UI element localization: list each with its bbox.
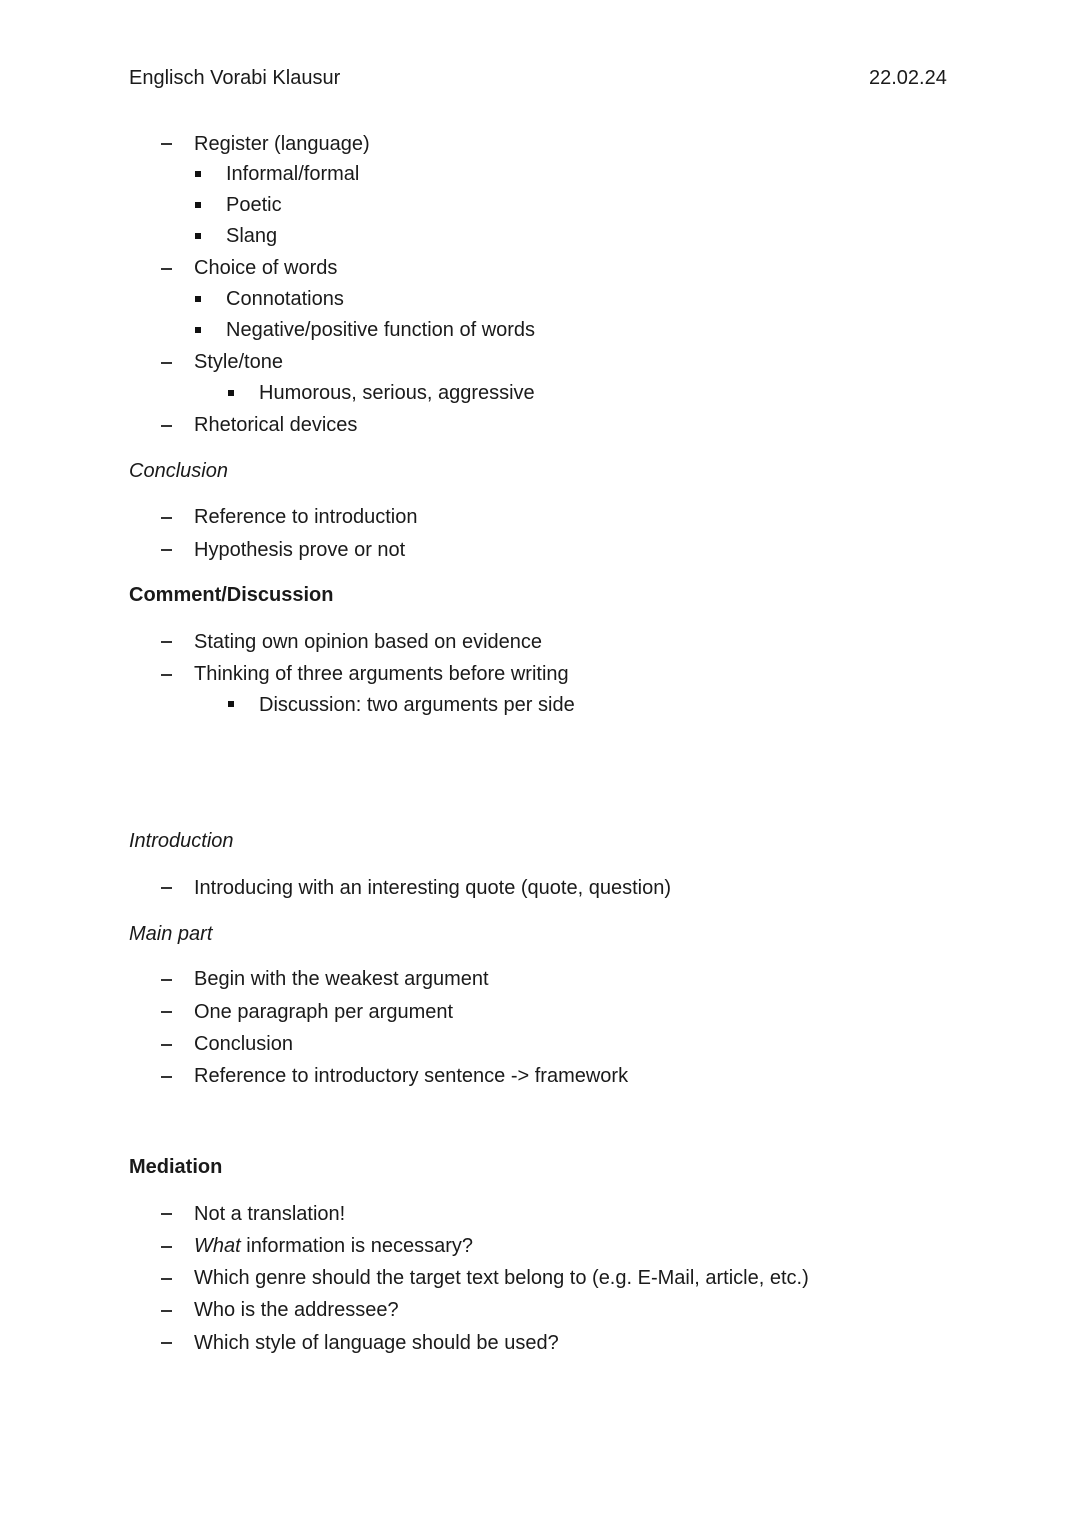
list-item: Who is the addressee? xyxy=(194,1299,399,1321)
section-heading-introduction: Introduction xyxy=(129,830,234,852)
list-subitem: Poetic xyxy=(226,194,282,216)
square-bullet xyxy=(195,233,201,239)
list-item: Which style of language should be used? xyxy=(194,1332,559,1354)
list-item-text: information is necessary? xyxy=(240,1235,474,1257)
list-item: Which genre should the target text belong to (e.g. E-Mail, article, etc.) xyxy=(194,1267,809,1289)
list-item: Not a translation! xyxy=(194,1203,346,1225)
list-item xyxy=(194,1236,473,1256)
dash-bullet xyxy=(161,1076,172,1078)
square-bullet xyxy=(195,296,201,302)
dash-bullet xyxy=(161,517,172,519)
dash-bullet xyxy=(161,1310,172,1312)
list-item: Style/tone xyxy=(194,351,283,373)
section-heading-comment: Comment/Discussion xyxy=(129,584,334,606)
dash-bullet xyxy=(161,268,172,270)
list-item: Reference to introduction xyxy=(194,506,418,528)
square-bullet xyxy=(195,202,201,208)
dash-bullet xyxy=(161,887,172,889)
dash-bullet xyxy=(161,1213,172,1215)
document-date: 22.02.24 xyxy=(869,67,947,89)
list-item: Rhetorical devices xyxy=(194,414,358,436)
square-bullet xyxy=(195,171,201,177)
list-subitem: Discussion: two arguments per side xyxy=(259,694,575,716)
dash-bullet xyxy=(161,1246,172,1248)
section-heading-mediation: Mediation xyxy=(129,1156,223,1178)
list-item: Reference to introductory sentence -> framework xyxy=(194,1065,629,1087)
section-heading-conclusion: Conclusion xyxy=(129,460,228,482)
list-item: Conclusion xyxy=(194,1033,293,1055)
list-item: Introducing with an interesting quote (quote, question) xyxy=(194,877,671,899)
dash-bullet xyxy=(161,641,172,643)
section-heading-main-part: Main part xyxy=(129,923,213,945)
list-item: Register (language) xyxy=(194,133,370,155)
list-item: Stating own opinion based on evidence xyxy=(194,631,543,653)
dash-bullet xyxy=(161,143,172,145)
dash-bullet xyxy=(161,1342,172,1344)
document-title: Englisch Vorabi Klausur xyxy=(129,67,341,89)
list-subitem: Slang xyxy=(226,225,278,247)
dash-bullet xyxy=(161,674,172,676)
list-item: One paragraph per argument xyxy=(194,1001,454,1023)
list-subitem: Connotations xyxy=(226,288,344,310)
list-item: Thinking of three arguments before writing xyxy=(194,663,569,685)
list-item: Begin with the weakest argument xyxy=(194,968,489,990)
dash-bullet xyxy=(161,549,172,551)
square-bullet xyxy=(228,701,234,707)
square-bullet xyxy=(228,390,234,396)
square-bullet xyxy=(195,327,201,333)
list-item: Choice of words xyxy=(194,257,338,279)
emphasis-word: What xyxy=(194,1235,241,1257)
dash-bullet xyxy=(161,425,172,427)
list-item: Hypothesis prove or not xyxy=(194,539,406,561)
dash-bullet xyxy=(161,979,172,981)
list-subitem: Informal/formal xyxy=(226,163,360,185)
dash-bullet xyxy=(161,1011,172,1013)
list-subitem: Negative/positive function of words xyxy=(226,319,536,341)
dash-bullet xyxy=(161,362,172,364)
dash-bullet xyxy=(161,1044,172,1046)
list-subitem: Humorous, serious, aggressive xyxy=(259,382,535,404)
dash-bullet xyxy=(161,1278,172,1280)
